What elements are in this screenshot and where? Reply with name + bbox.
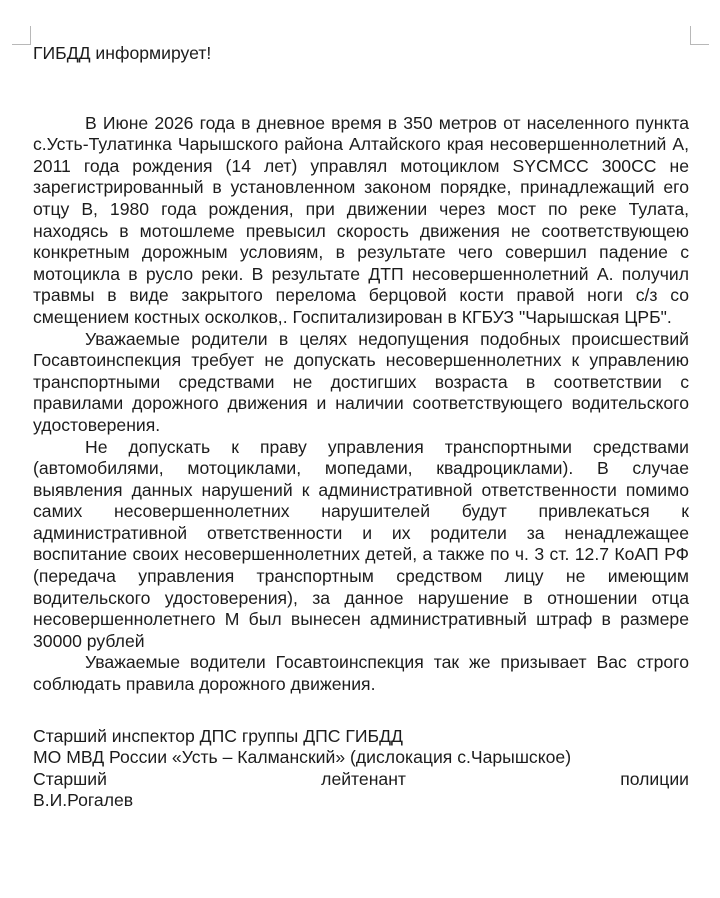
document-body [33, 43, 689, 812]
paragraph-parents-appeal: Уважаемые родители в целях недопущения подобных происшествий Госавтоинспекция требует не допускать несовершеннолетних к управлению транспортными средствами не достигших возраста в соответствии с правилами дорожного движения и наличии соответствующего водительского удостоверения. [33, 328, 689, 435]
signature-rank: Старший лейтенант полиции [33, 768, 689, 789]
paragraph-incident: В Июне 2026 года в дневное время в 350 метров от населенного пункта с.Усть-Тулатинка Чарышского района Алтайского края несовершеннолетний А, 2011 года рождения (14 лет) управлял мотоциклом SYCMCC 300CC не зарегистрированный в установленном законом порядке, принадлежащий его отцу В, 1980 года рождения, при движении через мост по реке Тулата, находясь в мотошлеме превысил скорость движения не соответствующею конкретным дорожным условиям, в результате чего совершил падение с мотоцикла в русло реки. В результате ДТП несовершеннолетний А. получил травмы в виде закрытого перелома берцовой кости правой ноги с/з со смещением костных осколков,. Госпитализирован в КГБУЗ "Чарышская ЦРБ". [33, 112, 689, 327]
page-corner-mark-right [690, 26, 709, 45]
document-heading: ГИБДД информирует! [33, 43, 212, 63]
signature-position: Старший инспектор ДПС группы ДПС ГИБДД [33, 725, 403, 746]
paragraph-drivers-appeal: Уважаемые водители Госавтоинспекция так же призывает Вас строго соблюдать правила дорожного движения. [33, 652, 689, 695]
signature-block [33, 726, 689, 812]
paragraph-liability: Не допускать к праву управления транспортными средствами (автомобилями, мотоциклами, мопедами, квадроциклами). В случае выявления данных нарушений к административной ответственности помимо самих несовершеннолетних нарушителей будут привлекаться к административной ответственности и их родители за ненадлежащее воспитание своих несовершеннолетних детей, а также по ч. 3 ст. 12.7 КоАП РФ (передача управления транспортным средством лицу не имеющим водительского удостоверения), за данное нарушение в отношении отца несовершеннолетнего М был вынесен административный штраф в размере 30000 рублей [33, 436, 689, 651]
signature-department: МО МВД России «Усть – Калманский» (дислокация с.Чарышское) [33, 747, 572, 768]
signature-name: В.И.Рогалев [33, 790, 134, 811]
page-corner-mark-left [12, 26, 31, 45]
